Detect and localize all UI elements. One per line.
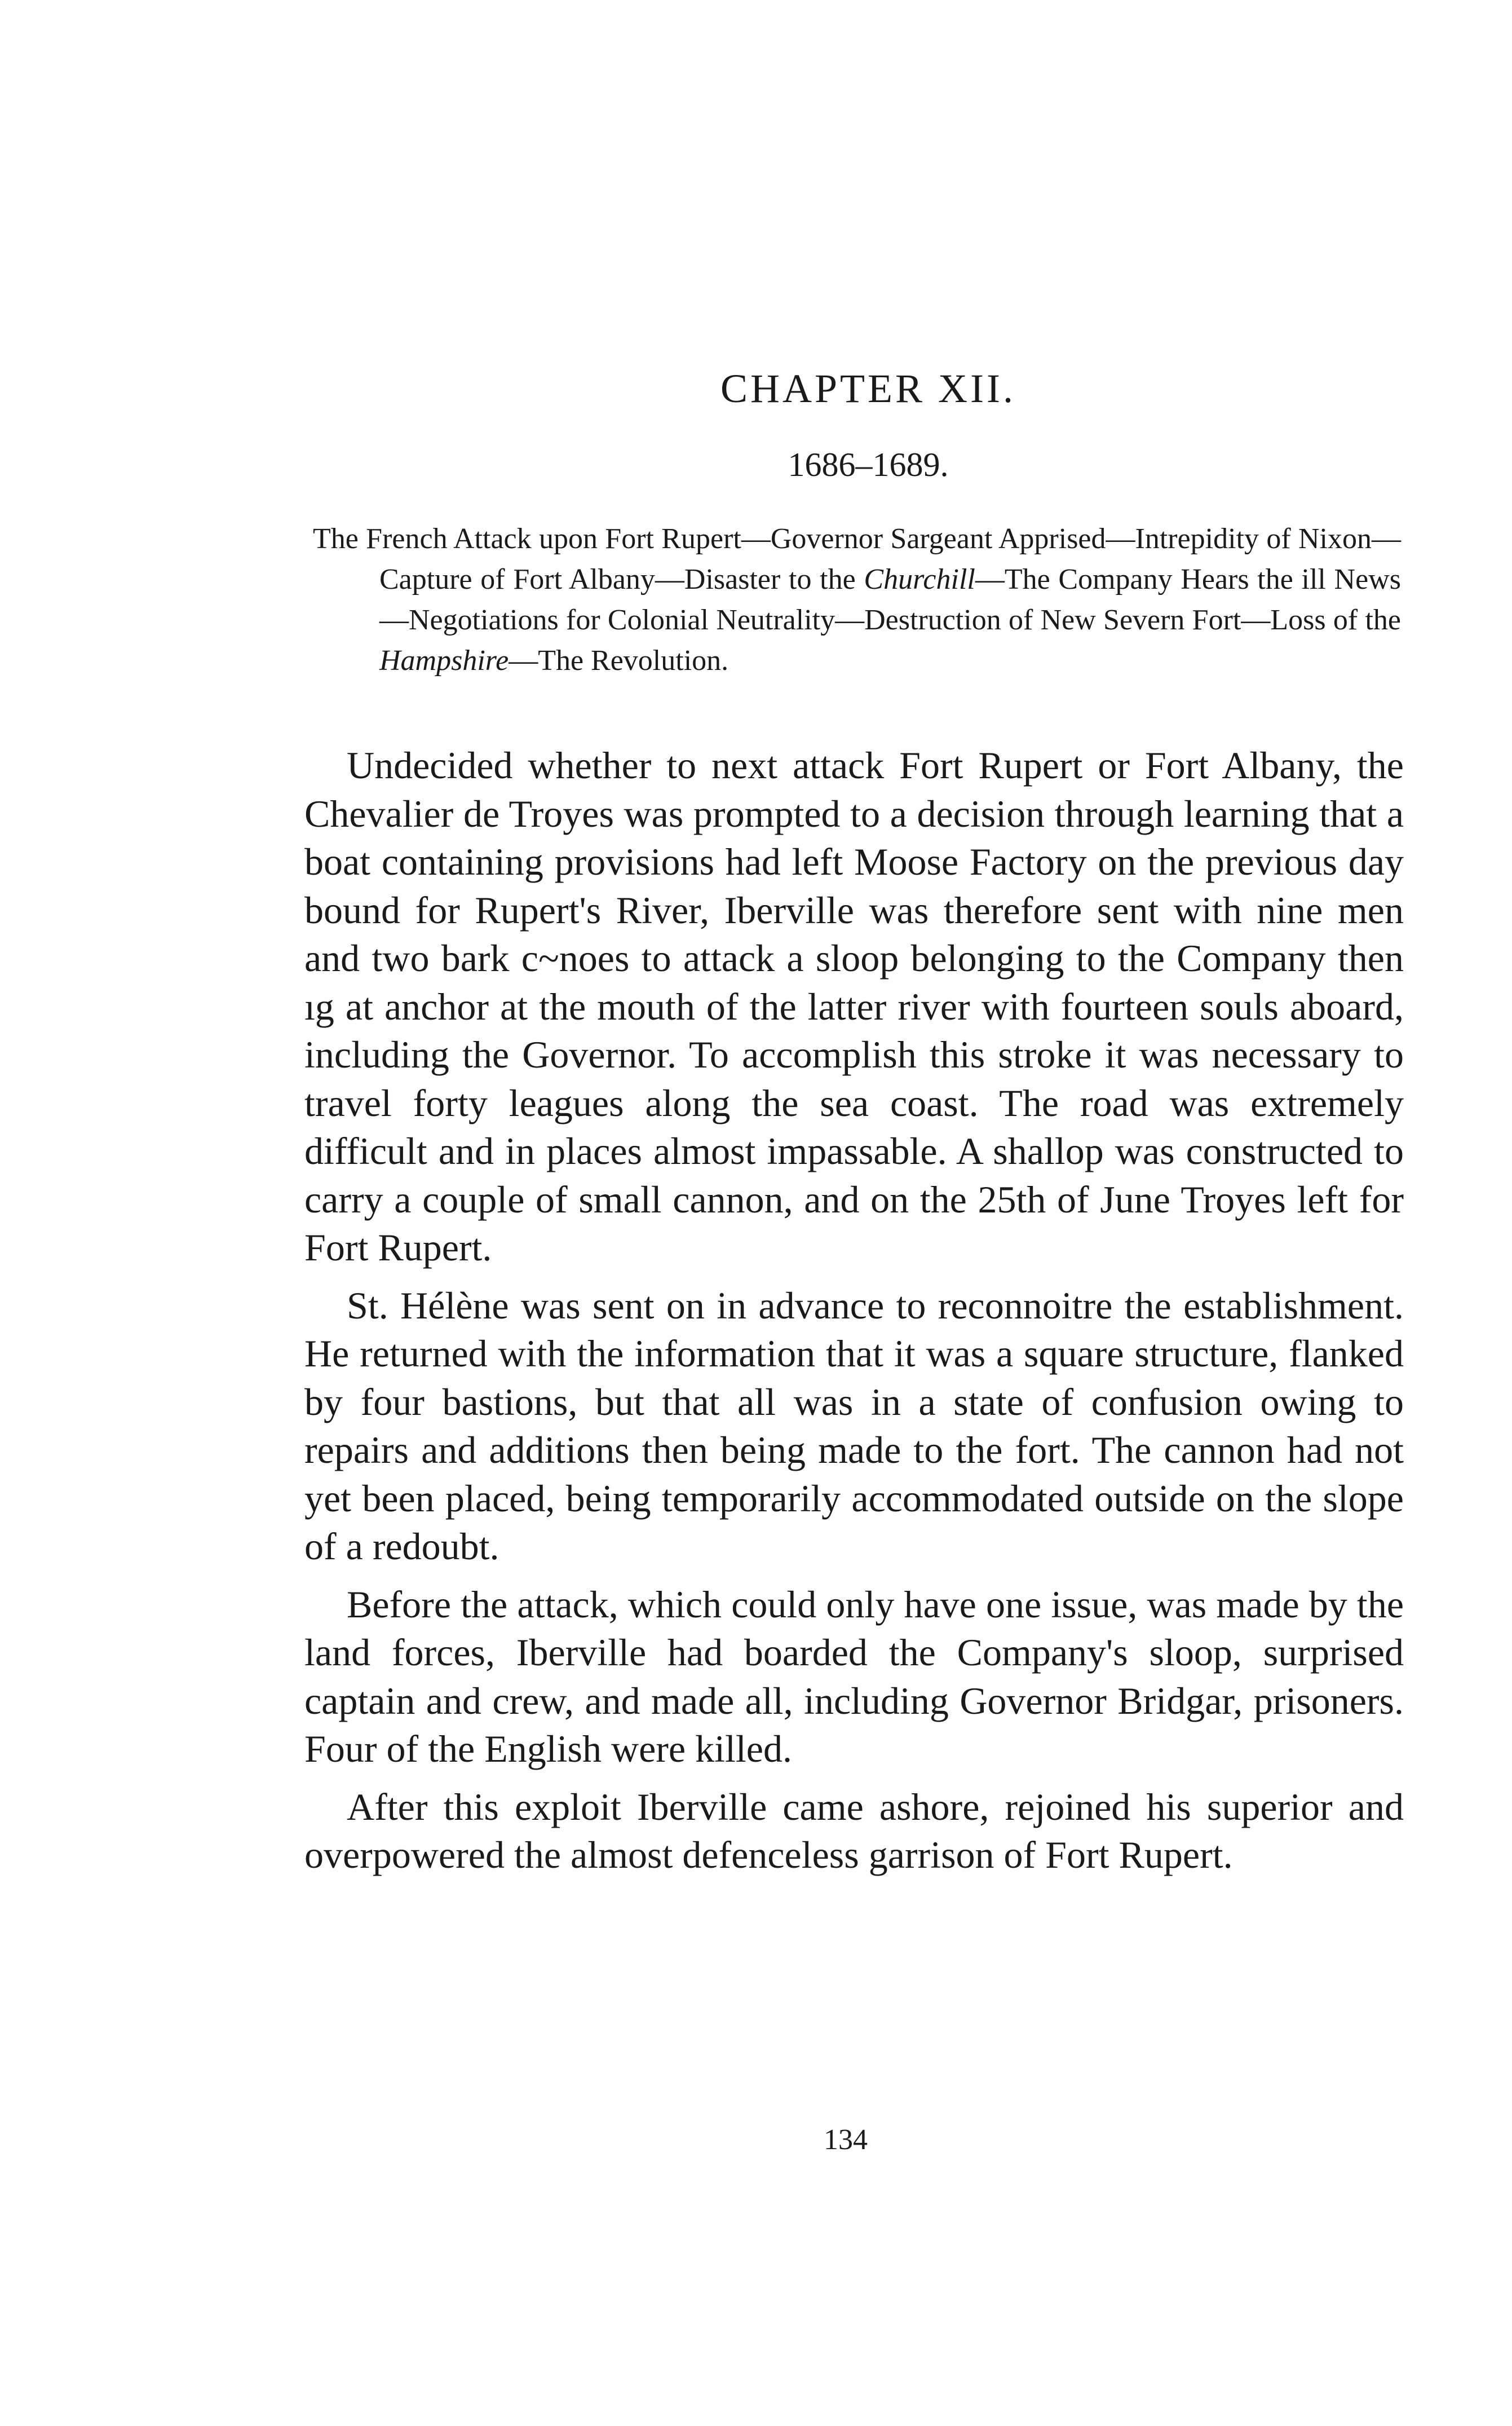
synopsis-ship-churchill: Churchill bbox=[864, 563, 975, 596]
synopsis-part-1: The French Attack upon Fort Rupert—Governor Sargeant Apprised—Intrepidity of Nixon—Capture of Fort Albany—Disaster to the bbox=[313, 523, 1401, 596]
chapter-synopsis bbox=[313, 519, 1401, 681]
chapter-body bbox=[304, 742, 1404, 1889]
paragraph-2: St. Hélène was sent on in advance to reconnoitre the establishment. He returned with the information that it was a square structure, flanked by four bastions, but that all was in a state of confusion owing to repairs and additions then being made to the fort. The cannon had not yet been placed, being temporarily accommodated outside on the slope of a redoubt. bbox=[304, 1283, 1404, 1568]
page-number: 134 bbox=[824, 2124, 868, 2156]
paragraph-1: Undecided whether to next attack Fort Rupert or Fort Albany, the Chevalier de Troyes was prompted to a decision through learning that a boat containing provisions had left Moose Factory on the previous day bound for Rupert's River, Iberville was therefore sent with nine men and two bark c~noes to attack a sloop belonging to the Company then ıg at anchor at the mouth of the latter river with fourteen souls aboard, including the Governor. To accomplish this stroke it was necessary to travel forty leagues along the sea coast. The road was extremely difficult and in places almost impassable. A shallop was constructed to carry a couple of small cannon, and on the 25th of June Troyes left for Fort Rupert. bbox=[304, 744, 1404, 1269]
paragraph-3: Before the attack, which could only have one issue, was made by the land forces, Iberville had boarded the Company's sloop, surprised captain and crew, and made all, including Governor Bridgar, prisoners. Four of the English were killed. bbox=[304, 1582, 1404, 1770]
chapter-title: CHAPTER XII. bbox=[720, 366, 1016, 411]
synopsis-ship-hampshire: Hampshire bbox=[379, 645, 509, 677]
synopsis-part-2: —The Company Hears the ill News—Negotiations for Colonial Neutrality—Destruction of New Severn Fort—Loss of the bbox=[379, 563, 1401, 636]
synopsis-part-3: —The Revolution. bbox=[509, 645, 729, 677]
chapter-years: 1686–1689. bbox=[788, 446, 949, 483]
synopsis-text bbox=[313, 519, 1401, 681]
paragraph-4: After this exploit Iberville came ashore, rejoined his superior and overpowered the almost defenceless garrison of Fort Rupert. bbox=[304, 1785, 1404, 1876]
